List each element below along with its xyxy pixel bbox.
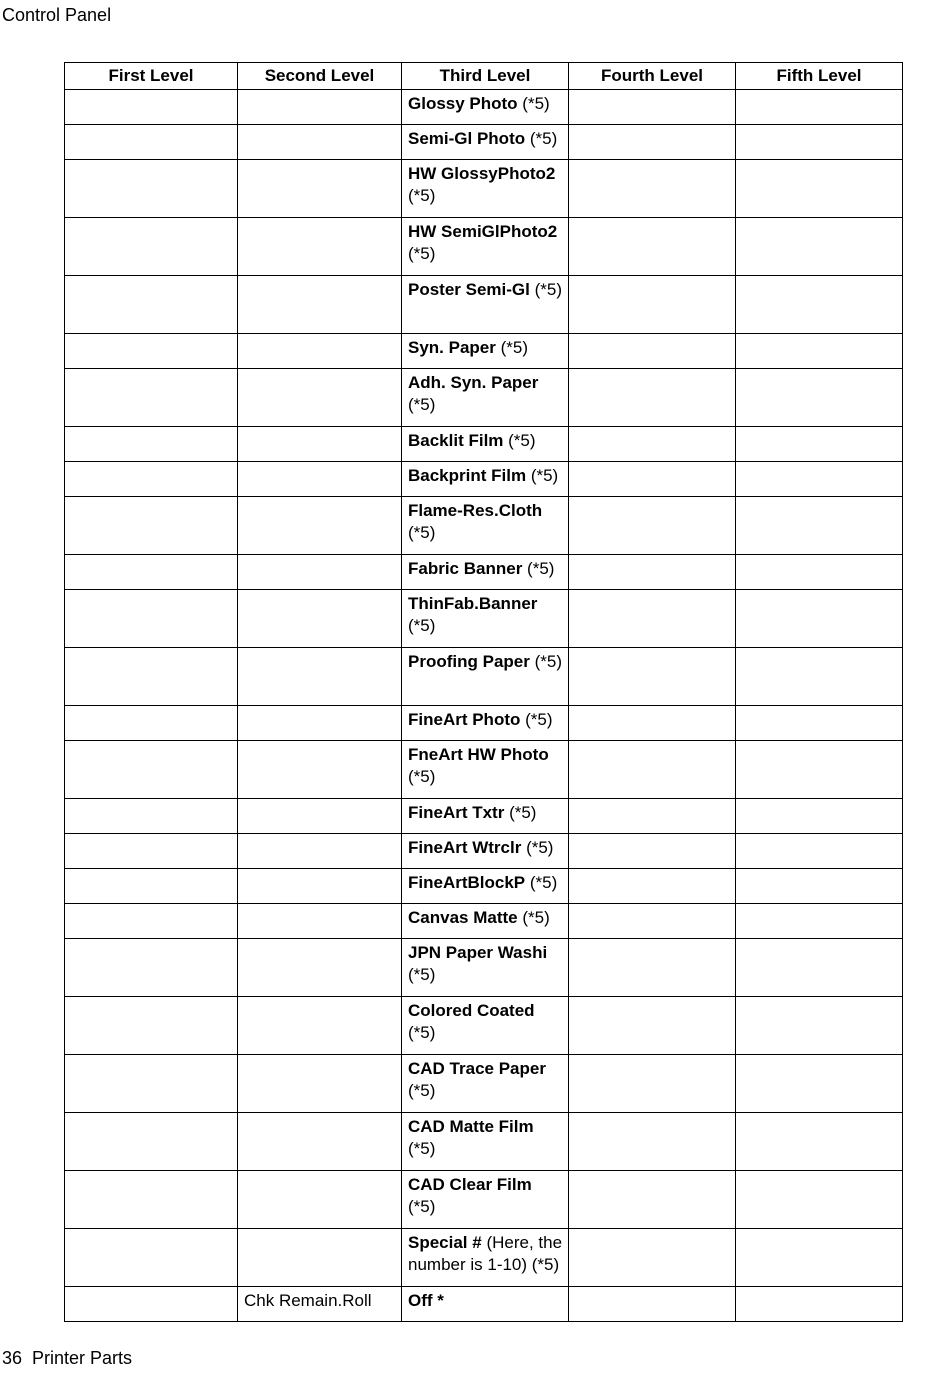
- cell-second-level: [238, 218, 402, 276]
- table-row: [65, 869, 903, 904]
- cell-third-level: [402, 904, 569, 939]
- cell-second-level: [238, 939, 402, 997]
- option-note: (*5): [521, 838, 554, 857]
- cell-first-level: [65, 334, 238, 369]
- table-header-row: [65, 63, 903, 90]
- cell-fifth-level: [736, 1171, 903, 1229]
- cell-fifth-level: [736, 834, 903, 869]
- cell-fifth-level: [736, 369, 903, 427]
- column-header-fourth-level: Fourth Level: [569, 63, 736, 90]
- table-row: [65, 997, 903, 1055]
- table-row: [65, 1171, 903, 1229]
- table-row: [65, 904, 903, 939]
- page-header-title: Control Panel: [2, 5, 112, 25]
- option-name: CAD Trace Paper: [408, 1059, 546, 1078]
- option-name: FineArt Photo: [408, 710, 521, 729]
- page-footer: 36 Printer Parts: [2, 1348, 133, 1368]
- cell-fourth-level: [569, 369, 736, 427]
- option-name: Proofing Paper: [408, 652, 530, 671]
- option-name: Fabric Banner: [408, 559, 523, 578]
- cell-second-level: [238, 869, 402, 904]
- cell-fourth-level: [569, 218, 736, 276]
- cell-fourth-level: [569, 555, 736, 590]
- option-note: (*5): [408, 767, 436, 786]
- cell-first-level: [65, 1055, 238, 1113]
- cell-third-level: [402, 1113, 569, 1171]
- cell-first-level: [65, 90, 238, 125]
- cell-first-level: [65, 648, 238, 706]
- table-row: [65, 369, 903, 427]
- cell-first-level: [65, 369, 238, 427]
- table-row: [65, 427, 903, 462]
- option-name: HW SemiGlPhoto2: [408, 222, 558, 241]
- table-row: [65, 218, 903, 276]
- option-name: CAD Matte Film: [408, 1117, 534, 1136]
- table-row: [65, 1055, 903, 1113]
- cell-third-level: [402, 555, 569, 590]
- option-note: (*5): [408, 395, 436, 414]
- cell-first-level: [65, 427, 238, 462]
- cell-third-level: [402, 427, 569, 462]
- table-row: [65, 648, 903, 706]
- cell-second-level: [238, 276, 402, 334]
- cell-fifth-level: [736, 648, 903, 706]
- cell-fourth-level: [569, 276, 736, 334]
- cell-third-level: [402, 590, 569, 648]
- table-row: [65, 334, 903, 369]
- cell-third-level: [402, 799, 569, 834]
- cell-fourth-level: [569, 904, 736, 939]
- option-name: Backlit Film: [408, 431, 504, 450]
- table-row: [65, 834, 903, 869]
- cell-third-level: [402, 741, 569, 799]
- cell-fourth-level: [569, 706, 736, 741]
- cell-second-level: [238, 125, 402, 160]
- option-note: (*5): [408, 1081, 436, 1100]
- cell-second-level: Chk Remain.Roll: [238, 1287, 402, 1322]
- option-note: (*5): [495, 338, 528, 357]
- cell-second-level: [238, 590, 402, 648]
- cell-fifth-level: [736, 1055, 903, 1113]
- option-note: (*5): [408, 1139, 436, 1158]
- cell-fifth-level: [736, 125, 903, 160]
- cell-second-level: [238, 90, 402, 125]
- cell-third-level: [402, 218, 569, 276]
- cell-fifth-level: [736, 160, 903, 218]
- cell-fourth-level: [569, 1055, 736, 1113]
- cell-fifth-level: [736, 741, 903, 799]
- option-name: FneArt HW Photo: [408, 745, 549, 764]
- option-note: (*5): [504, 803, 537, 822]
- cell-second-level: [238, 1171, 402, 1229]
- option-name: Syn. Paper: [408, 338, 496, 357]
- cell-fourth-level: [569, 334, 736, 369]
- cell-second-level: [238, 555, 402, 590]
- cell-first-level: [65, 218, 238, 276]
- cell-third-level: [402, 497, 569, 555]
- cell-second-level: [238, 834, 402, 869]
- cell-fourth-level: [569, 799, 736, 834]
- cell-first-level: [65, 1171, 238, 1229]
- option-name: Special #: [408, 1233, 482, 1252]
- cell-third-level: [402, 706, 569, 741]
- cell-first-level: [65, 997, 238, 1055]
- cell-fifth-level: [736, 555, 903, 590]
- cell-fourth-level: [569, 1229, 736, 1287]
- option-name: ThinFab.Banner: [408, 594, 538, 613]
- option-note: (*5): [503, 431, 536, 450]
- cell-second-level: [238, 706, 402, 741]
- cell-second-level: [238, 799, 402, 834]
- cell-first-level: [65, 555, 238, 590]
- cell-fifth-level: [736, 869, 903, 904]
- cell-fourth-level: [569, 997, 736, 1055]
- menu-level-table: [64, 62, 903, 1322]
- option-note: (*5): [408, 1197, 436, 1216]
- cell-second-level: [238, 427, 402, 462]
- option-name: Adh. Syn. Paper: [408, 373, 539, 392]
- cell-third-level: [402, 160, 569, 218]
- cell-fourth-level: [569, 834, 736, 869]
- cell-first-level: [65, 1113, 238, 1171]
- cell-third-level: [402, 1287, 569, 1322]
- table-row: [65, 90, 903, 125]
- option-name: Canvas Matte: [408, 908, 518, 927]
- cell-first-level: [65, 462, 238, 497]
- cell-fourth-level: [569, 1113, 736, 1171]
- option-note: (*5): [522, 559, 555, 578]
- cell-fourth-level: [569, 869, 736, 904]
- cell-fourth-level: [569, 590, 736, 648]
- cell-fourth-level: [569, 1171, 736, 1229]
- cell-fifth-level: [736, 939, 903, 997]
- cell-third-level: [402, 334, 569, 369]
- table-row: [65, 1113, 903, 1171]
- cell-third-level: [402, 1171, 569, 1229]
- column-header-third-level: Third Level: [402, 63, 569, 90]
- table-row: [65, 555, 903, 590]
- table-body: [65, 90, 903, 1322]
- option-note: (*5): [408, 186, 436, 205]
- cell-fifth-level: [736, 904, 903, 939]
- cell-fourth-level: [569, 648, 736, 706]
- cell-third-level: [402, 90, 569, 125]
- table-row: [65, 276, 903, 334]
- column-header-fifth-level: Fifth Level: [736, 63, 903, 90]
- option-name: JPN Paper Washi: [408, 943, 548, 962]
- cell-first-level: [65, 160, 238, 218]
- option-name: FineArtBlockP: [408, 873, 526, 892]
- cell-fourth-level: [569, 125, 736, 160]
- cell-third-level: [402, 462, 569, 497]
- cell-third-level: [402, 939, 569, 997]
- option-note: (*5): [408, 616, 436, 635]
- option-name: Glossy Photo: [408, 94, 518, 113]
- cell-fourth-level: [569, 427, 736, 462]
- table-row: [65, 799, 903, 834]
- option-note: (*5): [526, 466, 559, 485]
- table-row: [65, 160, 903, 218]
- cell-second-level: [238, 648, 402, 706]
- option-note: (*5): [520, 710, 553, 729]
- cell-second-level: [238, 497, 402, 555]
- option-name: Off *: [408, 1291, 444, 1310]
- cell-third-level: [402, 648, 569, 706]
- cell-first-level: [65, 1229, 238, 1287]
- cell-fifth-level: [736, 706, 903, 741]
- cell-fifth-level: [736, 334, 903, 369]
- table-row: [65, 939, 903, 997]
- cell-third-level: [402, 276, 569, 334]
- cell-fourth-level: [569, 1287, 736, 1322]
- cell-first-level: [65, 741, 238, 799]
- cell-first-level: [65, 125, 238, 160]
- option-name: HW GlossyPhoto2: [408, 164, 556, 183]
- cell-fifth-level: [736, 427, 903, 462]
- option-note: (*5): [408, 523, 436, 542]
- option-name: CAD Clear Film: [408, 1175, 532, 1194]
- cell-second-level: [238, 160, 402, 218]
- cell-third-level: [402, 997, 569, 1055]
- table-row: [65, 1229, 903, 1287]
- table-row: [65, 706, 903, 741]
- table-row: [65, 1287, 903, 1322]
- cell-third-level: [402, 869, 569, 904]
- cell-first-level: [65, 869, 238, 904]
- cell-fifth-level: [736, 799, 903, 834]
- cell-fourth-level: [569, 497, 736, 555]
- table-row: [65, 741, 903, 799]
- option-name: Poster Semi-Gl: [408, 280, 530, 299]
- option-note: (*5): [408, 244, 436, 263]
- option-note: (*5): [525, 129, 558, 148]
- cell-fifth-level: [736, 590, 903, 648]
- cell-second-level: [238, 1055, 402, 1113]
- cell-third-level: [402, 369, 569, 427]
- cell-fifth-level: [736, 1287, 903, 1322]
- cell-third-level: [402, 1055, 569, 1113]
- option-name: FineArt Wtrclr: [408, 838, 522, 857]
- cell-first-level: [65, 939, 238, 997]
- option-note: (*5): [408, 1023, 436, 1042]
- cell-third-level: [402, 834, 569, 869]
- option-name: Backprint Film: [408, 466, 527, 485]
- cell-first-level: [65, 904, 238, 939]
- option-note: (Here, the number is 1-10) (*5): [408, 1233, 563, 1274]
- cell-second-level: [238, 334, 402, 369]
- table-row: [65, 590, 903, 648]
- column-header-second-level: Second Level: [238, 63, 402, 90]
- cell-first-level: [65, 590, 238, 648]
- option-name: Colored Coated: [408, 1001, 535, 1020]
- table-row: [65, 462, 903, 497]
- cell-fourth-level: [569, 741, 736, 799]
- cell-first-level: [65, 834, 238, 869]
- cell-fourth-level: [569, 90, 736, 125]
- cell-first-level: [65, 1287, 238, 1322]
- cell-fifth-level: [736, 1113, 903, 1171]
- option-note: (*5): [525, 873, 558, 892]
- option-note: (*5): [517, 94, 550, 113]
- cell-second-level: [238, 462, 402, 497]
- cell-second-level: [238, 904, 402, 939]
- cell-fifth-level: [736, 90, 903, 125]
- option-name: Semi-Gl Photo: [408, 129, 526, 148]
- option-note: (*5): [529, 652, 562, 671]
- cell-fourth-level: [569, 939, 736, 997]
- option-name: FineArt Txtr: [408, 803, 505, 822]
- cell-fifth-level: [736, 997, 903, 1055]
- cell-first-level: [65, 497, 238, 555]
- cell-first-level: [65, 706, 238, 741]
- option-note: (*5): [408, 965, 436, 984]
- cell-first-level: [65, 799, 238, 834]
- option-note: (*5): [517, 908, 550, 927]
- cell-fourth-level: [569, 462, 736, 497]
- cell-second-level: [238, 997, 402, 1055]
- table-row: [65, 125, 903, 160]
- cell-second-level: [238, 1113, 402, 1171]
- cell-second-level: [238, 369, 402, 427]
- cell-first-level: [65, 276, 238, 334]
- cell-fifth-level: [736, 462, 903, 497]
- cell-second-level: [238, 741, 402, 799]
- column-header-first-level: First Level: [65, 63, 238, 90]
- option-note: (*5): [529, 280, 562, 299]
- cell-fifth-level: [736, 497, 903, 555]
- cell-fifth-level: [736, 1229, 903, 1287]
- cell-fourth-level: [569, 160, 736, 218]
- cell-second-level: [238, 1229, 402, 1287]
- cell-fifth-level: [736, 218, 903, 276]
- table-row: [65, 497, 903, 555]
- option-name: Flame-Res.Cloth: [408, 501, 543, 520]
- cell-third-level: [402, 125, 569, 160]
- cell-fifth-level: [736, 276, 903, 334]
- cell-third-level: [402, 1229, 569, 1287]
